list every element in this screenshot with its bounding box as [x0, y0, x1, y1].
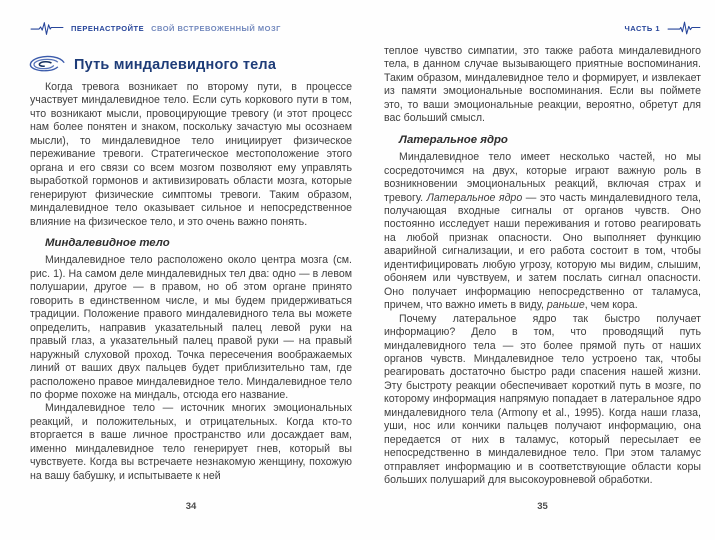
section-title-row [26, 54, 276, 75]
left-page [30, 0, 352, 540]
right-page [384, 0, 701, 540]
subheading: Латеральное ядро [399, 133, 508, 146]
page-number-right: 35 [537, 501, 548, 512]
italic-phrase: Латеральное ядро [426, 191, 523, 204]
section-title: Путь миндалевидного тела [74, 56, 277, 73]
text-segment: Миндалевидное тело — источник многих эмоциональных реакций, и положительных, и отрицательных. Когда кто-то вторгается в ваше личное пространство или досаждает вам, именно миндалевидное тело генерирует гнев, который вы чувствуете. Когда вы встречаете незнакомую женщину, похожую на вашу бабушку, и испытываете к ней [30, 402, 352, 482]
right-page-body [384, 45, 701, 488]
paragraph [384, 151, 701, 312]
left-page-body [30, 81, 352, 483]
paragraph [384, 313, 701, 488]
book-title-bold: ПЕРЕНАСТРОЙТЕ [71, 23, 145, 33]
paragraph [384, 45, 701, 126]
italic-phrase: раньше [546, 299, 585, 312]
running-header-right [384, 18, 701, 38]
text-segment: — это часть миндалевидного тела, получающая входные сигналы от органов чувств. Оно постоянно исследует наши переживания и готово реагировать на любой признак опасности. Оно выполняет функцию аварийной сигнализации, и его работа состоит в том, чтобы идентифицировать любую угрозу, которую мы видим, слышим, обоняем или чувствуем, и затем послать сигнал опасности. Оно получает информацию непосредственно от таламуса, причем, что важно иметь в виду, [384, 191, 701, 312]
text-segment: , чем кора. [584, 299, 638, 312]
subheading: Миндалевидное тело [45, 236, 170, 249]
page-number-left: 34 [185, 501, 197, 512]
part-label: ЧАСТЬ 1 [624, 23, 660, 33]
ecg-pulse-icon [667, 18, 701, 38]
ecg-pulse-icon [30, 18, 64, 38]
paragraph [30, 81, 352, 229]
running-header-left [30, 18, 352, 38]
paragraph [30, 254, 352, 402]
paragraph [30, 402, 352, 483]
text-segment: Миндалевидное тело расположено около центра мозга (см. рис. 1). На самом деле миндалевидных тел два: одно — в левом полушарии, другое — в правом, но об этом органе принято говорить в единственном числе, и мы будем придерживаться традиции. Положение правого миндалевидного тела вы можете определить, направив указательный палец левой руки на правый глаз, а указательный палец правой руки — на правый наружный слуховой проход. Точка пересечения воображаемых линий от ваших двух пальцев будет приблизительно там, где расположено правое миндалевидное тело. Миндалевидное тело по форме похоже на миндаль, отсюда его название. [30, 254, 352, 401]
spiral-swirl-icon [26, 54, 66, 75]
book-title-rest: СВОЙ ВСТРЕВОЖЕННЫЙ МОЗГ [151, 23, 281, 33]
text-segment: теплое чувство симпатии, это также работа миндалевидного тела, в данном случае вызывающего приятные воспоминания. Таким образом, миндалевидное тело и формирует, и извлекает из памяти эмоциональные воспоминания. Если вы поймете это, то ваши эмоциональные реакции, вероятно, обретут для вас больший смысл. [384, 45, 701, 125]
text-segment: Миндалевидное тело имеет несколько частей, но мы сосредоточимся на двух, которые играют важную роль в возникновении эмоциональных реакций, включая страх и тревогу. [384, 151, 701, 204]
text-segment: Почему латеральное ядро так быстро получает информацию? Дело в том, что проводящий путь миндалевидного тела — это более прямой путь от наших органов чувств. Миндалевидное тело устроено так, чтобы реагировать достаточно быстро ради спасения нашей жизни. Эту быстроту реакции обеспечивает короткий путь в мозге, по которому информация напрямую попадает в латеральное ядро миндалевидного тела (Armony et al., 1995). Когда наши глаза, уши, нос или кончики пальцев получают информацию, она передается от них в таламус, который пересылает ее непосредственно в миндалевидное тело. При этом таламус отправляет информацию и в соответствующие области коры больших полушарий для высокоуровневой обработки. [384, 312, 701, 487]
text-segment: Когда тревога возникает по второму пути, в процессе участвует миндалевидное тело. Если суть коркового пути в том, что возникают мысли, провоцирующие тревогу (и этот процесс нам более понятен и знаком, поскольку зачастую мы осознаем мысли), то миндалевидное тело инициирует физическое переживание тревоги. Стратегическое местоположение этого органа и его связи со всем мозгом позволяют ему управлять выработкой гормонов и активизировать области мозга, которые генерируют физические симптомы тревоги. Таким образом, миндалевидное тело оказывает сильное и непосредственное влияние на физическое тело, и это очень важно понять. [30, 81, 352, 228]
